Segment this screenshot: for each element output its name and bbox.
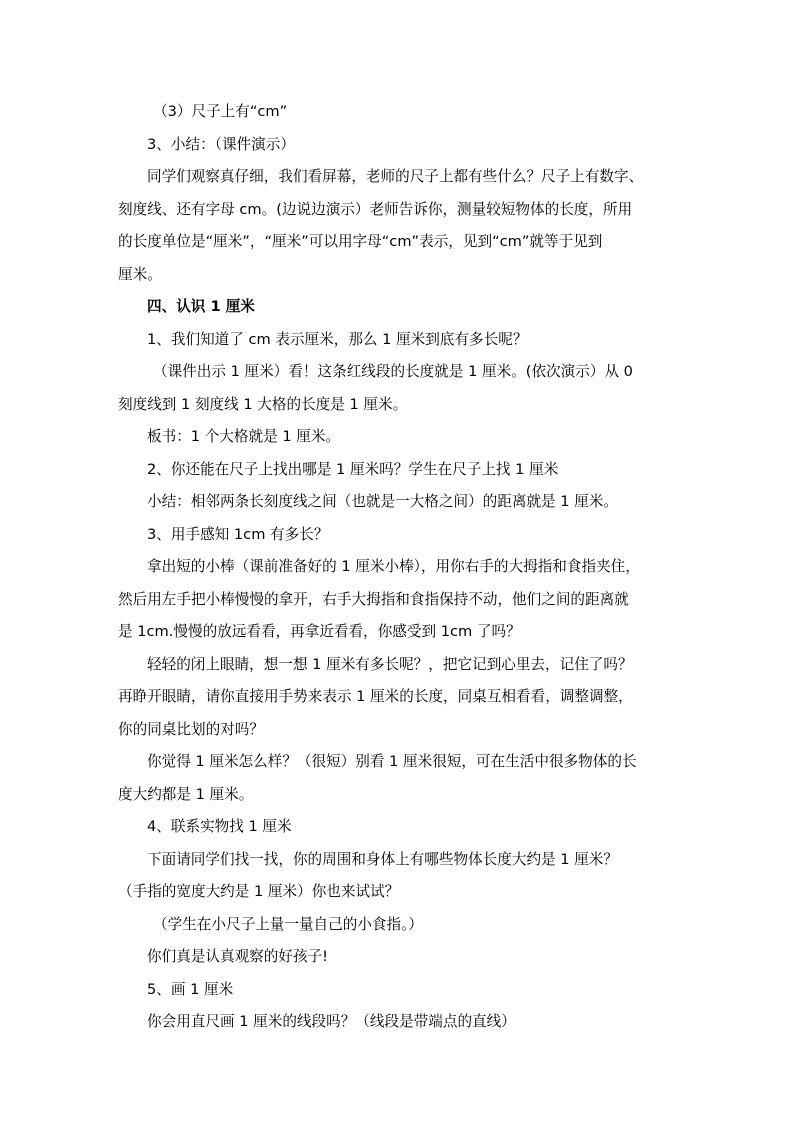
section-heading: 4、联系实物找 1 厘米	[147, 818, 292, 835]
paragraph-line: 小结：相邻两条长刻度线之间（也就是一大格之间）的距离就是 1 厘米。	[147, 493, 618, 510]
paragraph-line: （课件出示 1 厘米）看！这条红线段的长度就是 1 厘米。(依次演示）从 0	[153, 363, 633, 380]
paragraph-line: 拿出短的小棒（课前准备好的 1 厘米小棒），用你右手的大拇指和食指夹住，	[147, 558, 640, 575]
section-heading: 3、小结：（课件演示）	[147, 135, 295, 153]
paragraph-line: 轻轻的闭上眼睛，想一想 1 厘米有多长呢？，把它记到心里去，记住了吗？	[147, 655, 633, 673]
section-title: 四、认识 1 厘米	[147, 298, 255, 315]
section-heading: 3、用手感知 1cm 有多长？	[147, 525, 329, 543]
paragraph-line: 刻度线、还有字母 cm。(边说边演示）老师告诉你，测量较短物体的长度，所用	[118, 200, 633, 218]
paragraph-line: 的长度单位是“厘米”，“厘米”可以用字母“cm”表示，见到“cm”就等于见到	[118, 233, 603, 250]
paragraph-line: 是 1cm.慢慢的放远看看，再拿近看看，你感受到 1cm 了吗？	[118, 623, 521, 640]
paragraph-line: 同学们观察真仔细，我们看屏幕，老师的尺子上都有些什么？尺子上有数字、	[147, 168, 644, 185]
paragraph-line: （学生在小尺子上量一量自己的小食指。）	[153, 915, 423, 933]
section-heading: 2、你还能在尺子上找出哪是 1 厘米吗？学生在尺子上找 1 厘米	[147, 460, 559, 478]
paragraph-line: 刻度线到 1 刻度线 1 大格的长度是 1 厘米。	[118, 395, 408, 413]
paragraph-line: （3）尺子上有“cm”	[153, 103, 288, 120]
paragraph-line: 你的同桌比划的对吗？	[118, 720, 264, 738]
paragraph-line: 下面请同学们找一找，你的周围和身体上有哪些物体长度大约是 1 厘米？	[147, 850, 618, 868]
paragraph-line: （手指的宽度大约是 1 厘米）你也来试试？	[118, 883, 400, 900]
paragraph-line: 你觉得 1 厘米怎么样？（很短）别看 1 厘米很短，可在生活中很多物体的长	[147, 753, 637, 770]
paragraph-line: 你们真是认真观察的好孩子!	[147, 948, 328, 965]
paragraph-line: 厘米。	[118, 265, 162, 283]
document-body	[118, 96, 684, 1039]
paragraph-line: 然后用左手把小棒慢慢的拿开，右手大拇指和食指保持不动，他们之间的距离就	[118, 590, 629, 608]
paragraph-line: 再睁开眼睛，请你直接用手势来表示 1 厘米的长度，同桌互相看看，调整调整，	[118, 688, 633, 705]
paragraph-line: 板书：1 个大格就是 1 厘米。	[147, 428, 341, 445]
paragraph-line: 度大约都是 1 厘米。	[118, 785, 254, 803]
paragraph-line: 你会用直尺画 1 厘米的线段吗？（线段是带端点的直线）	[147, 1013, 516, 1030]
section-heading: 1、我们知道了 cm 表示厘米，那么 1 厘米到底有多长呢？	[147, 330, 528, 348]
section-heading: 5、画 1 厘米	[147, 980, 234, 998]
